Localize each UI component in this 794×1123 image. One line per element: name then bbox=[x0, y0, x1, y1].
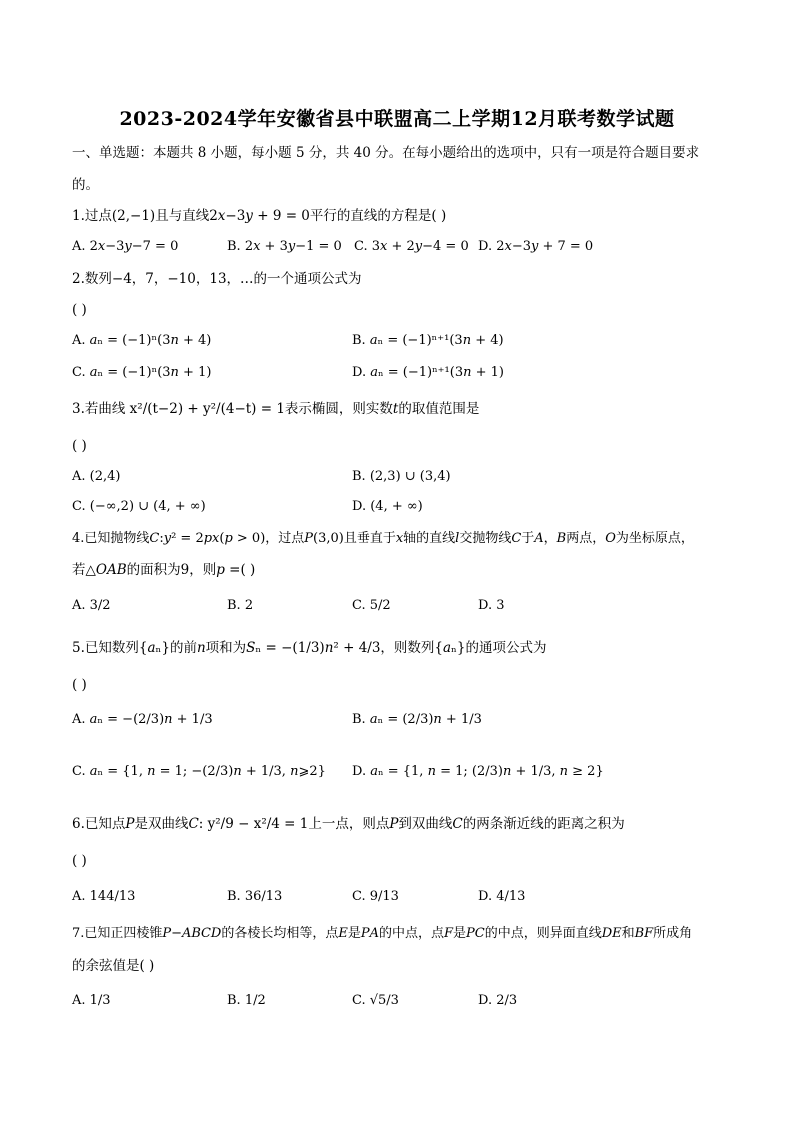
question-3-stem: 3.若曲线 x²/(t−2) + y²/(4−t) = 1表示椭圆，则实数𝑡的取值范围是 bbox=[72, 401, 480, 417]
question-2-option-d: D. 𝑎ₙ = (−1)ⁿ⁺¹(3𝑛 + 1) bbox=[352, 365, 504, 380]
question-4-stem-line2: 若△𝑂𝐴𝐵的面积为9，则𝑝 =( ) bbox=[72, 562, 256, 578]
question-4-option-d: D. 3 bbox=[478, 598, 505, 613]
question-7-option-b: B. 1/2 bbox=[227, 993, 266, 1008]
question-4-option-a: A. 3/2 bbox=[72, 598, 111, 613]
question-2-stem: 2.数列−4，7，−10，13，…的一个通项公式为 bbox=[72, 271, 362, 287]
question-1-stem: 1.过点(2,−1)且与直线2𝑥−3𝑦 + 9 = 0平行的直线的方程是( ) bbox=[72, 208, 447, 224]
question-2-option-a: A. 𝑎ₙ = (−1)ⁿ(3𝑛 + 4) bbox=[72, 333, 212, 348]
question-5-paren: ( ) bbox=[72, 677, 87, 693]
question-6-option-d: D. 4/13 bbox=[478, 889, 526, 904]
question-3-option-a: A. (2,4) bbox=[72, 469, 121, 484]
question-1-option-c: C. 3𝑥 + 2𝑦−4 = 0 bbox=[354, 239, 469, 254]
question-4-stem: 4.已知抛物线𝐶:𝑦² = 2𝑝𝑥(𝑝 > 0)，过点𝑃(3,0)且垂直于𝑥轴的直线𝑙交抛物线𝐶于𝐴，𝐵两点，𝑂为坐标原点， bbox=[72, 531, 694, 546]
question-6-option-a: A. 144/13 bbox=[72, 889, 136, 904]
question-2-option-c: C. 𝑎ₙ = (−1)ⁿ(3𝑛 + 1) bbox=[72, 365, 212, 380]
question-5-option-c: C. 𝑎ₙ = {1, 𝑛 = 1; −(2/3)𝑛 + 1/3, 𝑛⩾2} bbox=[72, 764, 326, 779]
question-1-option-b: B. 2𝑥 + 3𝑦−1 = 0 bbox=[227, 239, 342, 254]
question-1-option-a: A. 2𝑥−3𝑦−7 = 0 bbox=[72, 239, 179, 254]
question-6-option-c: C. 9/13 bbox=[352, 889, 399, 904]
question-7-option-d: D. 2/3 bbox=[478, 993, 518, 1008]
question-3-option-c: C. (−∞,2) ∪ (4, + ∞) bbox=[72, 499, 206, 514]
question-7-stem: 7.已知正四棱锥𝑃−𝐴𝐵𝐶𝐷的各棱长均相等，点𝐸是𝑃𝐴的中点，点𝐹是𝑃𝐶的中点，则异面直线𝐷𝐸和𝐵𝐹所成角 bbox=[72, 926, 693, 941]
section-heading-line2: 的。 bbox=[72, 177, 99, 193]
page-title: 2023-2024学年安徽省县中联盟高二上学期12月联考数学试题 bbox=[119, 108, 675, 130]
question-1-option-d: D. 2𝑥−3𝑦 + 7 = 0 bbox=[478, 239, 594, 254]
question-3-paren: ( ) bbox=[72, 438, 87, 454]
question-5-option-a: A. 𝑎ₙ = −(2/3)𝑛 + 1/3 bbox=[72, 712, 213, 727]
question-5-stem: 5.已知数列{𝑎ₙ}的前𝑛项和为𝑆ₙ = −(1/3)𝑛² + 4/3，则数列{𝑎ₙ}的通项公式为 bbox=[72, 640, 547, 656]
question-6-option-b: B. 36/13 bbox=[227, 889, 283, 904]
question-3-option-b: B. (2,3) ∪ (3,4) bbox=[352, 469, 451, 484]
question-2-option-b: B. 𝑎ₙ = (−1)ⁿ⁺¹(3𝑛 + 4) bbox=[352, 333, 504, 348]
question-7-option-c: C. √5/3 bbox=[352, 993, 399, 1008]
question-7-option-a: A. 1/3 bbox=[72, 993, 111, 1008]
section-heading-line1: 一、单选题：本题共 8 小题，每小题 5 分，共 40 分。在每小题给出的选项中，只有一项是符合题目要求 bbox=[72, 145, 700, 161]
question-5-option-b: B. 𝑎ₙ = (2/3)𝑛 + 1/3 bbox=[352, 712, 482, 727]
question-2-paren: ( ) bbox=[72, 302, 87, 318]
question-3-option-d: D. (4, + ∞) bbox=[352, 499, 423, 514]
question-6-stem: 6.已知点𝑃是双曲线𝐶: y²/9 − x²/4 = 1上一点，则点𝑃到双曲线𝐶的两条渐近线的距离之积为 bbox=[72, 816, 625, 832]
question-7-stem-line2: 的余弦值是( ) bbox=[72, 958, 155, 974]
question-5-option-d: D. 𝑎ₙ = {1, 𝑛 = 1; (2/3)𝑛 + 1/3, 𝑛 ≥ 2} bbox=[352, 764, 604, 779]
question-6-paren: ( ) bbox=[72, 853, 87, 869]
question-4-option-b: B. 2 bbox=[227, 598, 254, 613]
question-4-option-c: C. 5/2 bbox=[352, 598, 391, 613]
